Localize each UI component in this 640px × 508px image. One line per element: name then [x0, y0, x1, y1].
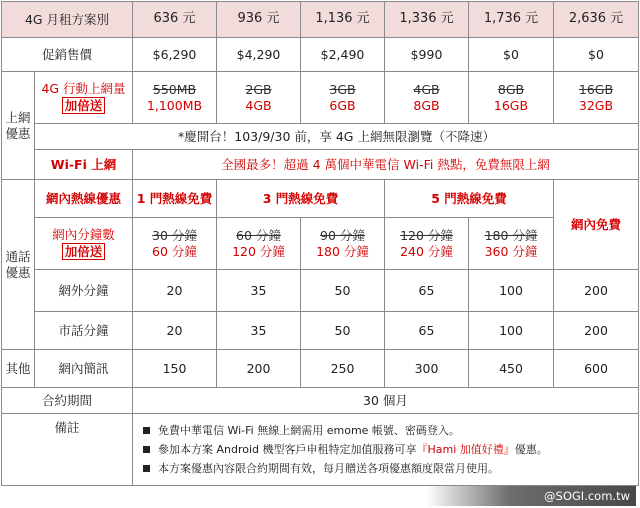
onnet-minutes-cell	[217, 218, 301, 270]
data-volume-cell	[554, 72, 639, 124]
remark-text-post: 優惠。	[514, 442, 548, 456]
sms-value: 600	[554, 350, 639, 388]
landline-value: 50	[301, 312, 385, 350]
remark-item	[143, 442, 638, 458]
plan-1336-header: 1,336 元	[385, 2, 469, 38]
onnet-minutes-cell	[301, 218, 385, 270]
contract-value: 30 個月	[133, 388, 639, 414]
wifi-value: 全國最多！超過 4 萬個中華電信 Wi-Fi 熱點，免費無限上網	[133, 150, 639, 180]
remarks-list	[133, 414, 639, 486]
remark-text-pre: 參加本方案 Android 機型客戶申租特定加值服務可享	[158, 442, 417, 456]
landline-value: 20	[133, 312, 217, 350]
data-group-text: 上網優惠	[5, 109, 31, 141]
new-minutes: 180 分鐘	[316, 243, 369, 259]
remark-text: 本方案優惠內容限合約期間有效，每月贈送各項優惠額度限當月使用。	[158, 461, 499, 475]
onnet-minutes-cell	[133, 218, 217, 270]
sms-value: 150	[133, 350, 217, 388]
hotline-row	[2, 180, 639, 218]
hotline-label: 網內熱線優惠	[35, 180, 133, 218]
onnet-minutes-title: 網內分鐘數	[52, 226, 115, 242]
plan-636-header: 636 元	[133, 2, 217, 38]
old-minutes: 180 分鐘	[484, 227, 538, 243]
bullet-icon	[143, 427, 150, 434]
sms-value: 250	[301, 350, 385, 388]
new-minutes: 60 分鐘	[152, 243, 197, 259]
plan-1736-header: 1,736 元	[469, 2, 554, 38]
unlimited-note-row	[2, 124, 639, 150]
promo-price-value: $0	[469, 38, 554, 72]
old-data-value: 2GB	[245, 81, 272, 97]
promo-price-value: $2,490	[301, 38, 385, 72]
offnet-value: 200	[554, 270, 639, 312]
plan-type-header: 4G 月租方案別	[2, 2, 133, 38]
remark-highlight: 『Hami 加值好禮』	[416, 442, 515, 456]
new-data-value: 8GB	[413, 97, 440, 113]
data-volume-row	[2, 72, 639, 124]
remarks-row	[2, 414, 639, 486]
wifi-label: Wi-Fi 上網	[35, 150, 133, 180]
remark-text: 免費中華電信 Wi-Fi 無線上網需用 emome 帳號、密碼登入。	[158, 423, 460, 437]
new-minutes: 360 分鐘	[484, 243, 538, 259]
remark-item	[143, 461, 638, 477]
sms-value: 300	[385, 350, 469, 388]
new-minutes: 240 分鐘	[400, 243, 453, 259]
plan-1136-header: 1,136 元	[301, 2, 385, 38]
old-minutes: 30 分鐘	[152, 227, 197, 243]
bullet-icon	[143, 465, 150, 472]
offnet-value: 35	[217, 270, 301, 312]
data-volume-title: 4G 行動上網量	[41, 80, 126, 96]
new-data-value: 1,100MB	[146, 97, 203, 113]
data-volume-cell	[385, 72, 469, 124]
data-volume-cell	[469, 72, 554, 124]
call-group-text: 通話優惠	[5, 248, 31, 280]
new-data-value: 32GB	[578, 97, 614, 113]
data-volume-cell	[133, 72, 217, 124]
old-data-value: 8GB	[497, 81, 525, 97]
onnet-minutes-label	[35, 218, 133, 270]
sms-value: 200	[217, 350, 301, 388]
landline-row	[2, 312, 639, 350]
remark-item	[143, 423, 638, 439]
promo-price-value: $0	[554, 38, 639, 72]
other-group-label: 其他	[2, 350, 35, 388]
old-data-value: 550MB	[152, 81, 197, 97]
bullet-icon	[143, 446, 150, 453]
hotline-value: 5 門熱線免費	[385, 180, 554, 218]
sms-value: 450	[469, 350, 554, 388]
new-minutes: 120 分鐘	[232, 243, 285, 259]
onnet-minutes-cell	[469, 218, 554, 270]
old-minutes: 90 分鐘	[320, 227, 365, 243]
promo-price-row	[2, 38, 639, 72]
wifi-row	[2, 150, 639, 180]
offnet-value: 50	[301, 270, 385, 312]
data-group-label	[2, 72, 35, 180]
offnet-value: 20	[133, 270, 217, 312]
data-volume-cell	[217, 72, 301, 124]
old-data-value: 3GB	[329, 81, 356, 97]
promo-price-value: $6,290	[133, 38, 217, 72]
header-row	[2, 2, 639, 38]
old-data-value: 16GB	[578, 81, 614, 97]
call-group-label	[2, 180, 35, 350]
offnet-value: 65	[385, 270, 469, 312]
plan-comparison-table	[1, 1, 639, 486]
unlimited-note: *慶開台！103/9/30 前，享 4G 上網無限瀏覽（不降速）	[35, 124, 639, 150]
offnet-row	[2, 270, 639, 312]
old-minutes: 120 分鐘	[400, 227, 453, 243]
plan-2636-header: 2,636 元	[554, 2, 639, 38]
old-minutes: 60 分鐘	[236, 227, 281, 243]
hotline-value: 3 門熱線免費	[217, 180, 385, 218]
old-data-value: 4GB	[413, 81, 440, 97]
onnet-minutes-cell	[385, 218, 469, 270]
remarks-label: 備註	[2, 414, 133, 486]
landline-value: 65	[385, 312, 469, 350]
new-data-value: 16GB	[493, 97, 529, 113]
promo-price-value: $990	[385, 38, 469, 72]
contract-row	[2, 388, 639, 414]
onnet-minutes-row	[2, 218, 639, 270]
new-data-value: 4GB	[245, 97, 272, 113]
landline-value: 200	[554, 312, 639, 350]
contract-label: 合約期間	[2, 388, 133, 414]
promo-price-value: $4,290	[217, 38, 301, 72]
double-badge: 加倍送	[62, 243, 106, 261]
data-volume-cell	[301, 72, 385, 124]
sms-row	[2, 350, 639, 388]
new-data-value: 6GB	[329, 97, 356, 113]
offnet-value: 100	[469, 270, 554, 312]
landline-value: 35	[217, 312, 301, 350]
sms-label: 網內簡訊	[35, 350, 133, 388]
promo-price-label: 促銷售價	[2, 38, 133, 72]
landline-label: 市話分鐘	[35, 312, 133, 350]
landline-value: 100	[469, 312, 554, 350]
site-watermark: @SOGI.com.tw	[426, 486, 636, 506]
hotline-value: 1 門熱線免費	[133, 180, 217, 218]
data-volume-label	[35, 72, 133, 124]
double-badge: 加倍送	[62, 97, 106, 115]
plan-936-header: 936 元	[217, 2, 301, 38]
onnet-free: 網內免費	[554, 180, 639, 270]
remark-text	[158, 442, 548, 458]
offnet-label: 網外分鐘	[35, 270, 133, 312]
